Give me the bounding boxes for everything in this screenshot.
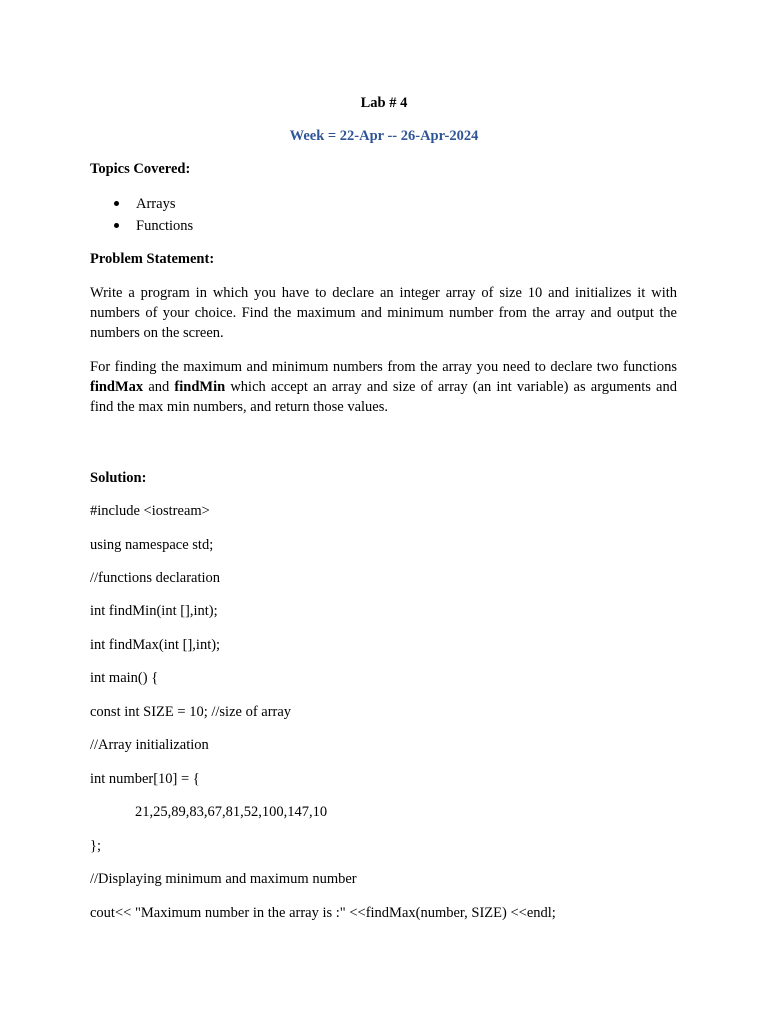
problem-paragraph-2	[90, 357, 677, 417]
code-line: //Array initialization	[90, 737, 209, 753]
paragraph-text: and	[143, 379, 175, 395]
code-line: int findMin(int [],int);	[90, 603, 218, 619]
code-line: using namespace std;	[90, 537, 214, 553]
list-item	[90, 215, 193, 237]
topics-heading: Topics Covered:	[90, 161, 191, 177]
list-item	[90, 193, 193, 215]
function-name-findmax: findMax	[90, 379, 144, 395]
code-line: };	[90, 838, 101, 854]
bullet-icon	[114, 223, 119, 228]
code-line: int number[10] = {	[90, 771, 200, 787]
code-line: //Displaying minimum and maximum number	[90, 871, 357, 887]
code-line: int findMax(int [],int);	[90, 637, 221, 653]
bullet-icon	[114, 201, 119, 206]
code-line: int main() {	[90, 670, 159, 686]
problem-heading: Problem Statement:	[90, 251, 215, 267]
code-line: //functions declaration	[90, 570, 221, 586]
week-range: Week = 22-Apr -- 26-Apr-2024	[289, 128, 479, 144]
code-line: const int SIZE = 10; //size of array	[90, 704, 292, 720]
topics-list	[90, 193, 193, 237]
paragraph-text: For finding the maximum and minimum numbers from the array you need to declare two functions	[90, 359, 677, 375]
lab-title: Lab # 4	[360, 95, 408, 111]
paragraph-text: which accept an array and size of array (an int variable) as arguments and find the max min numbers, and return those values.	[90, 379, 677, 415]
code-line-array-values: 21,25,89,83,67,81,52,100,147,10	[135, 804, 328, 820]
solution-heading: Solution:	[90, 470, 147, 486]
problem-paragraph-1: Write a program in which you have to declare an integer array of size 10 and initializes it with numbers of your choice. Find the maximum and minimum number from the array and output the numbers on the screen.	[90, 285, 677, 341]
code-line: #include <iostream>	[90, 503, 210, 519]
code-line: cout<< "Maximum number in the array is :" <<findMax(number, SIZE) <<endl;	[90, 905, 556, 921]
topic-label: Arrays	[136, 196, 176, 212]
function-name-findmin: findMin	[174, 379, 226, 395]
topic-label: Functions	[136, 218, 194, 234]
